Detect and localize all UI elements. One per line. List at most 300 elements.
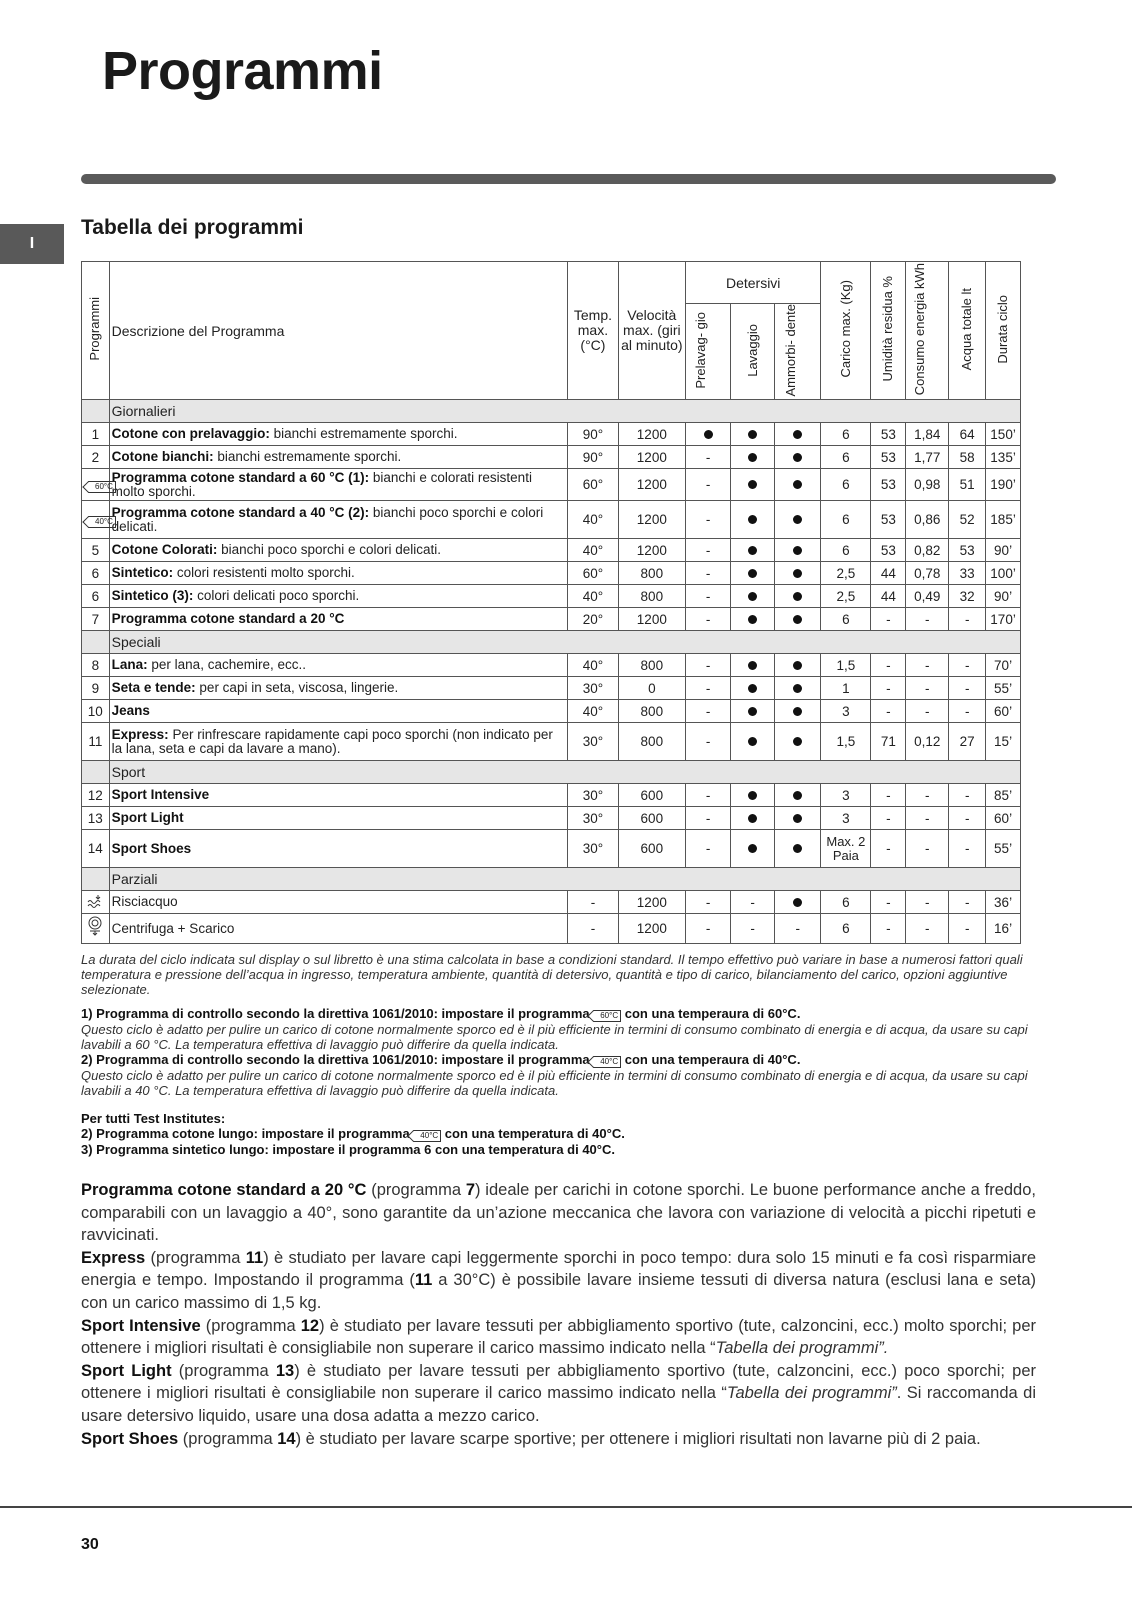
test-note-3: 3) Programma sintetico lungo: impostare il programma 6 con una temperatura di 40°C. <box>81 1142 615 1157</box>
load-cell: 6 <box>821 891 871 914</box>
load-cell: 6 <box>821 469 871 501</box>
wash-cell <box>731 830 775 868</box>
speed-cell: 600 <box>618 830 686 868</box>
temp-cell: 40° <box>568 539 618 562</box>
table-row <box>82 423 1021 446</box>
bullet-dot-icon <box>748 615 757 624</box>
wash-cell <box>731 423 775 446</box>
test-institutes-title: Per tutti Test Institutes: <box>81 1111 226 1126</box>
energy-cell: 1,84 <box>906 423 949 446</box>
temp-cell: - <box>568 891 618 914</box>
group-spacer <box>82 868 110 891</box>
wash-cell <box>731 539 775 562</box>
note-2-desc: Questo ciclo è adatto per pulire un carico di cotone normalmente sporco ed è il più efficiente in termini di consumo combinato di energia e di acqua, da usare su capi lavabili a 40 °C. La temperatura effettiva di lavaggio può differire da quella indicata. <box>81 1068 1028 1098</box>
temp-cell: 40° <box>568 700 618 723</box>
bullet-dot-icon <box>748 569 757 578</box>
group-row <box>82 400 1021 423</box>
duration-cell: 90’ <box>986 539 1021 562</box>
water-cell: 53 <box>949 539 986 562</box>
duration-cell: 135’ <box>986 446 1021 469</box>
bullet-dot-icon <box>748 791 757 800</box>
table-row <box>82 677 1021 700</box>
humidity-cell: - <box>871 914 906 944</box>
energy-cell: 0,78 <box>906 562 949 585</box>
temp-cell: 30° <box>568 723 618 761</box>
bullet-dot-icon <box>793 515 802 524</box>
table-row <box>82 700 1021 723</box>
wash-cell <box>731 654 775 677</box>
bullet-dot-icon <box>793 592 802 601</box>
cotton-temp-icon: 40°C <box>88 516 116 528</box>
speed-cell: 1200 <box>618 446 686 469</box>
table-row <box>82 654 1021 677</box>
duration-cell: 55’ <box>986 830 1021 868</box>
water-cell: 58 <box>949 446 986 469</box>
temp-cell: 30° <box>568 830 618 868</box>
wash-cell <box>731 585 775 608</box>
program-description: Sport Shoes <box>109 830 568 868</box>
water-cell: 64 <box>949 423 986 446</box>
program-number: 5 <box>82 539 110 562</box>
header-divider <box>81 174 1056 184</box>
energy-cell: 0,12 <box>906 723 949 761</box>
load-cell: 3 <box>821 700 871 723</box>
load-cell: 6 <box>821 423 871 446</box>
humidity-cell: 44 <box>871 585 906 608</box>
header-lavaggio: Lavaggio <box>731 304 775 400</box>
water-cell: - <box>949 654 986 677</box>
prewash-cell: - <box>686 446 731 469</box>
energy-cell: - <box>906 700 949 723</box>
prewash-cell: - <box>686 469 731 501</box>
softener-cell: - <box>775 914 821 944</box>
humidity-cell: - <box>871 700 906 723</box>
prewash-cell <box>686 423 731 446</box>
program-description: Sintetico: colori resistenti molto sporchi. <box>109 562 568 585</box>
duration-cell: 36’ <box>986 891 1021 914</box>
softener-cell <box>775 562 821 585</box>
program-number: 7 <box>82 608 110 631</box>
softener-cell <box>775 539 821 562</box>
cotton-40-icon: 40°C <box>413 1130 441 1142</box>
duration-cell: 60’ <box>986 807 1021 830</box>
group-row <box>82 631 1021 654</box>
humidity-cell: - <box>871 677 906 700</box>
temp-cell: 40° <box>568 654 618 677</box>
page-title: Programmi <box>102 41 383 101</box>
speed-cell: 800 <box>618 585 686 608</box>
table-row <box>82 784 1021 807</box>
program-number: 2 <box>82 446 110 469</box>
temp-cell: 90° <box>568 446 618 469</box>
bullet-dot-icon <box>748 546 757 555</box>
water-cell: - <box>949 807 986 830</box>
program-number: 10 <box>82 700 110 723</box>
section-title: Tabella dei programmi <box>81 216 304 239</box>
load-cell: 6 <box>821 539 871 562</box>
duration-cell: 60’ <box>986 700 1021 723</box>
water-cell: 32 <box>949 585 986 608</box>
load-cell: 3 <box>821 807 871 830</box>
program-number: 1 <box>82 423 110 446</box>
water-cell: - <box>949 784 986 807</box>
header-temp: Temp. max. (°C) <box>568 262 618 400</box>
prewash-cell: - <box>686 562 731 585</box>
energy-cell: - <box>906 654 949 677</box>
speed-cell: 800 <box>618 723 686 761</box>
load-cell: 1,5 <box>821 654 871 677</box>
language-tab: I <box>0 224 64 264</box>
temp-cell: 30° <box>568 677 618 700</box>
duration-cell: 100’ <box>986 562 1021 585</box>
duration-cell: 15’ <box>986 723 1021 761</box>
duration-cell: 70’ <box>986 654 1021 677</box>
bullet-dot-icon <box>793 898 802 907</box>
desc-sport-light: Sport Light (programma 13) è studiato per lavare tessuti per abbigliamento sportivo (tute, calzoncini, ecc.) poco sporchi; per ottenere i migliori risultati è consigliabile non superare il carico massimo indicato nella “Tabella dei programmi”. Si raccomanda di usare detersivo liquido, usare una dosa adatta a mezzo carico. <box>81 1361 1036 1425</box>
humidity-cell: 53 <box>871 501 906 539</box>
group-label: Speciali <box>109 631 1020 654</box>
energy-cell: - <box>906 830 949 868</box>
speed-cell: 800 <box>618 562 686 585</box>
table-row <box>82 891 1021 914</box>
bullet-dot-icon <box>793 480 802 489</box>
humidity-cell: 44 <box>871 562 906 585</box>
softener-cell <box>775 654 821 677</box>
wash-cell <box>731 807 775 830</box>
wash-cell <box>731 608 775 631</box>
wash-cell <box>731 700 775 723</box>
softener-cell <box>775 608 821 631</box>
temp-cell: 20° <box>568 608 618 631</box>
program-description: Lana: per lana, cachemire, ecc.. <box>109 654 568 677</box>
program-icon-cell <box>82 501 113 539</box>
program-number: 11 <box>82 723 110 761</box>
header-acqua: Acqua totale lt <box>949 262 986 400</box>
softener-cell <box>775 891 821 914</box>
note-1: 1) Programma di controllo secondo la direttiva 1061/2010: impostare il programma 60°C con una temperaura di 60°C. <box>81 1006 801 1021</box>
humidity-cell: 53 <box>871 469 906 501</box>
program-number: 6 <box>82 585 110 608</box>
energy-cell: - <box>906 914 949 944</box>
bullet-dot-icon <box>748 430 757 439</box>
temp-cell: 30° <box>568 807 618 830</box>
wash-cell <box>731 677 775 700</box>
prewash-cell: - <box>686 539 731 562</box>
prewash-cell: - <box>686 585 731 608</box>
humidity-cell: 53 <box>871 423 906 446</box>
speed-cell: 800 <box>618 700 686 723</box>
energy-cell: - <box>906 608 949 631</box>
program-description: Programma cotone standard a 60 °C (1): bianchi e colorati resistenti molto sporchi. <box>109 469 568 501</box>
wash-cell: - <box>731 914 775 944</box>
prewash-cell: - <box>686 723 731 761</box>
water-cell: - <box>949 700 986 723</box>
program-description: Express: Per rinfrescare rapidamente capi poco sporchi (non indicato per la lana, seta e capi da lavare a mano). <box>109 723 568 761</box>
bullet-dot-icon <box>793 661 802 670</box>
desc-sport-intensive: Sport Intensive (programma 12) è studiato per lavare tessuti per abbigliamento sportivo (tute, calzoncini, ecc.) molto sporchi; per ottenere i migliori risultati è consigliabile non superare il carico massimo indicato nella “Tabella dei programmi”. <box>81 1316 1036 1358</box>
header-umidita: Umidità residua % <box>871 262 906 400</box>
bullet-dot-icon <box>793 615 802 624</box>
desc-cotone-20: Programma cotone standard a 20 °C (programma 7) ideale per carichi in cotone sporchi. Le buone performance anche a freddo, comparabili con un lavaggio a 40°, sono garantite da un’azione meccanica che lavora con variazione di velocità a picchi ripetuti e ravvicinati. <box>81 1181 1036 1245</box>
speed-cell: 1200 <box>618 539 686 562</box>
bullet-dot-icon <box>793 569 802 578</box>
energy-cell: 0,98 <box>906 469 949 501</box>
load-cell: Max. 2 Paia <box>821 830 871 868</box>
humidity-cell: - <box>871 891 906 914</box>
temp-cell: - <box>568 914 618 944</box>
program-number: 14 <box>82 830 110 868</box>
water-cell: 33 <box>949 562 986 585</box>
humidity-cell: - <box>871 654 906 677</box>
water-cell: - <box>949 914 986 944</box>
cotton-temp-icon: 60°C <box>88 481 116 493</box>
header-consumo: Consumo energia kWh <box>906 262 949 400</box>
group-label: Parziali <box>109 868 1020 891</box>
energy-cell: - <box>906 891 949 914</box>
table-row <box>82 830 1021 868</box>
group-label: Giornalieri <box>109 400 1020 423</box>
temp-cell: 40° <box>568 501 618 539</box>
prewash-cell: - <box>686 891 731 914</box>
duration-cell: 55’ <box>986 677 1021 700</box>
energy-cell: - <box>906 807 949 830</box>
group-label: Sport <box>109 761 1020 784</box>
bullet-dot-icon <box>793 546 802 555</box>
table-row <box>82 608 1021 631</box>
bullet-dot-icon <box>748 515 757 524</box>
load-cell: 2,5 <box>821 585 871 608</box>
program-description: Cotone con prelavaggio: bianchi estremamente sporchi. <box>109 423 568 446</box>
prewash-cell: - <box>686 501 731 539</box>
wash-cell <box>731 469 775 501</box>
softener-cell <box>775 784 821 807</box>
softener-cell <box>775 830 821 868</box>
prewash-cell: - <box>686 608 731 631</box>
programs-table <box>81 261 1021 944</box>
duration-cell: 90’ <box>986 585 1021 608</box>
header-programmi: Programmi <box>82 262 110 400</box>
wash-cell <box>731 446 775 469</box>
wash-cell <box>731 784 775 807</box>
humidity-cell: 53 <box>871 446 906 469</box>
speed-cell: 1200 <box>618 423 686 446</box>
program-number: 12 <box>82 784 110 807</box>
table-row <box>82 723 1021 761</box>
header-prelavaggio: Prelavag- gio <box>686 304 731 400</box>
table-row <box>82 562 1021 585</box>
program-number: 13 <box>82 807 110 830</box>
speed-cell: 600 <box>618 784 686 807</box>
speed-cell: 1200 <box>618 914 686 944</box>
energy-cell: 1,77 <box>906 446 949 469</box>
table-row <box>82 469 1021 501</box>
temp-cell: 60° <box>568 562 618 585</box>
prewash-cell: - <box>686 654 731 677</box>
water-cell: 52 <box>949 501 986 539</box>
bullet-dot-icon <box>793 844 802 853</box>
desc-express: Express (programma 11) è studiato per lavare capi leggermente sporchi in poco tempo: dura solo 15 minuti e fa così risparmiare energia e tempo. Impostando il programma (11 a 30°C) è possibile lavare insieme tessuti di diversa natura (esclusi lana e seta) con un carico massimo di 1,5 kg. <box>81 1248 1036 1312</box>
load-cell: 6 <box>821 501 871 539</box>
group-spacer <box>82 400 110 423</box>
bullet-dot-icon <box>704 430 713 439</box>
program-number: 6 <box>82 562 110 585</box>
softener-cell <box>775 700 821 723</box>
load-cell: 2,5 <box>821 562 871 585</box>
duration-cell: 85’ <box>986 784 1021 807</box>
group-row <box>82 761 1021 784</box>
note-2: 2) Programma di controllo secondo la direttiva 1061/2010: impostare il programma 40°C con una temperaura di 40°C. <box>81 1052 801 1067</box>
speed-cell: 1200 <box>618 501 686 539</box>
bullet-dot-icon <box>793 453 802 462</box>
bullet-dot-icon <box>748 480 757 489</box>
bullet-dot-icon <box>793 791 802 800</box>
bullet-dot-icon <box>748 737 757 746</box>
prewash-cell: - <box>686 700 731 723</box>
header-carico: Carico max. (Kg) <box>821 262 871 400</box>
bullet-dot-icon <box>793 737 802 746</box>
bullet-dot-icon <box>748 684 757 693</box>
load-cell: 3 <box>821 784 871 807</box>
group-spacer <box>82 761 110 784</box>
program-description: Seta e tende: per capi in seta, viscosa, lingerie. <box>109 677 568 700</box>
duration-cell: 170’ <box>986 608 1021 631</box>
softener-cell <box>775 501 821 539</box>
table-row <box>82 914 1021 944</box>
footer-divider <box>0 1506 1132 1508</box>
program-description: Risciacquo <box>109 891 568 914</box>
speed-cell: 0 <box>618 677 686 700</box>
water-cell: 51 <box>949 469 986 501</box>
header-ammorbidente: Ammorbi- dente <box>775 304 821 400</box>
program-description: Cotone Colorati: bianchi poco sporchi e colori delicati. <box>109 539 568 562</box>
program-number: 8 <box>82 654 110 677</box>
header-durata: Durata ciclo <box>986 262 1021 400</box>
speed-cell: 600 <box>618 807 686 830</box>
table-row <box>82 807 1021 830</box>
temp-cell: 30° <box>568 784 618 807</box>
softener-cell <box>775 446 821 469</box>
softener-cell <box>775 585 821 608</box>
softener-cell <box>775 807 821 830</box>
energy-cell: 0,82 <box>906 539 949 562</box>
load-cell: 6 <box>821 446 871 469</box>
energy-cell: - <box>906 677 949 700</box>
note-1-desc: Questo ciclo è adatto per pulire un carico di cotone normalmente sporco ed è il più efficiente in termini di consumo combinato di energia e di acqua, da usare su capi lavabili a 60 °C. La temperatura effettiva di lavaggio può differire da quella indicata. <box>81 1022 1028 1052</box>
program-description: Sport Intensive <box>109 784 568 807</box>
speed-cell: 1200 <box>618 608 686 631</box>
bullet-dot-icon <box>748 661 757 670</box>
energy-cell: - <box>906 784 949 807</box>
wash-cell <box>731 723 775 761</box>
prewash-cell: - <box>686 914 731 944</box>
cotton-60-icon: 60°C <box>593 1010 621 1022</box>
table-row <box>82 501 1021 539</box>
bullet-dot-icon <box>793 707 802 716</box>
softener-cell <box>775 723 821 761</box>
speed-cell: 800 <box>618 654 686 677</box>
duration-cell: 185’ <box>986 501 1021 539</box>
cotton-40-icon: 40°C <box>593 1056 621 1068</box>
program-descriptions <box>81 1179 1036 1450</box>
header-velocita: Velocità max. (giri al minuto) <box>618 262 686 400</box>
bullet-dot-icon <box>748 814 757 823</box>
header-descrizione: Descrizione del Programma <box>109 262 568 400</box>
bullet-dot-icon <box>793 684 802 693</box>
load-cell: 6 <box>821 608 871 631</box>
wash-cell: - <box>731 891 775 914</box>
humidity-cell: 71 <box>871 723 906 761</box>
bullet-dot-icon <box>748 453 757 462</box>
bullet-dot-icon <box>793 814 802 823</box>
energy-cell: 0,49 <box>906 585 949 608</box>
program-description: Programma cotone standard a 20 °C <box>109 608 568 631</box>
duration-cell: 150’ <box>986 423 1021 446</box>
temp-cell: 90° <box>568 423 618 446</box>
speed-cell: 1200 <box>618 891 686 914</box>
wash-cell <box>731 501 775 539</box>
notes-section <box>81 952 1031 1157</box>
program-description: Sport Light <box>109 807 568 830</box>
table-row <box>82 539 1021 562</box>
duration-cell: 16’ <box>986 914 1021 944</box>
spin-icon <box>82 914 110 944</box>
page-number: 30 <box>81 1536 99 1553</box>
prewash-cell: - <box>686 807 731 830</box>
bullet-dot-icon <box>748 592 757 601</box>
program-description: Sintetico (3): colori delicati poco sporchi. <box>109 585 568 608</box>
energy-cell: 0,86 <box>906 501 949 539</box>
humidity-cell: 53 <box>871 539 906 562</box>
duration-cell: 190’ <box>986 469 1021 501</box>
load-cell: 1 <box>821 677 871 700</box>
softener-cell <box>775 469 821 501</box>
prewash-cell: - <box>686 830 731 868</box>
softener-cell <box>775 677 821 700</box>
prewash-cell: - <box>686 677 731 700</box>
disclaimer-note: La durata del ciclo indicata sul display o sul libretto è una stima calcolata in base a condizioni standard. Il tempo effettivo può variare in base a numerosi fattori quali temperatura e pressione dell’acqua in ingresso, temperatura ambiente, quantità di detersivo, quantità e tipo di carico, bilanciamento del carico, opzioni aggiuntive selezionate. <box>81 952 1023 997</box>
program-icon-cell <box>82 469 113 501</box>
load-cell: 1,5 <box>821 723 871 761</box>
header-detersivi: Detersivi <box>686 262 821 304</box>
temp-cell: 40° <box>568 585 618 608</box>
program-description: Centrifuga + Scarico <box>109 914 568 944</box>
load-cell: 6 <box>821 914 871 944</box>
group-row <box>82 868 1021 891</box>
wash-cell <box>731 562 775 585</box>
speed-cell: 1200 <box>618 469 686 501</box>
program-description: Jeans <box>109 700 568 723</box>
humidity-cell: - <box>871 784 906 807</box>
rinse-icon <box>82 891 110 914</box>
desc-sport-shoes: Sport Shoes (programma 14) è studiato per lavare scarpe sportive; per ottenere i migliori risultati non lavarne più di 2 paia. <box>81 1429 981 1448</box>
humidity-cell: - <box>871 608 906 631</box>
water-cell: - <box>949 830 986 868</box>
group-spacer <box>82 631 110 654</box>
water-cell: - <box>949 608 986 631</box>
program-description: Cotone bianchi: bianchi estremamente sporchi. <box>109 446 568 469</box>
test-note-2: 2) Programma cotone lungo: impostare il programma 40°C con una temperatura di 40°C. <box>81 1126 625 1141</box>
water-cell: 27 <box>949 723 986 761</box>
table-row <box>82 446 1021 469</box>
program-number: 9 <box>82 677 110 700</box>
bullet-dot-icon <box>793 430 802 439</box>
temp-cell: 60° <box>568 469 618 501</box>
bullet-dot-icon <box>748 844 757 853</box>
prewash-cell: - <box>686 784 731 807</box>
table-row <box>82 585 1021 608</box>
humidity-cell: - <box>871 830 906 868</box>
program-description: Programma cotone standard a 40 °C (2): bianchi poco sporchi e colori delicati. <box>109 501 568 539</box>
